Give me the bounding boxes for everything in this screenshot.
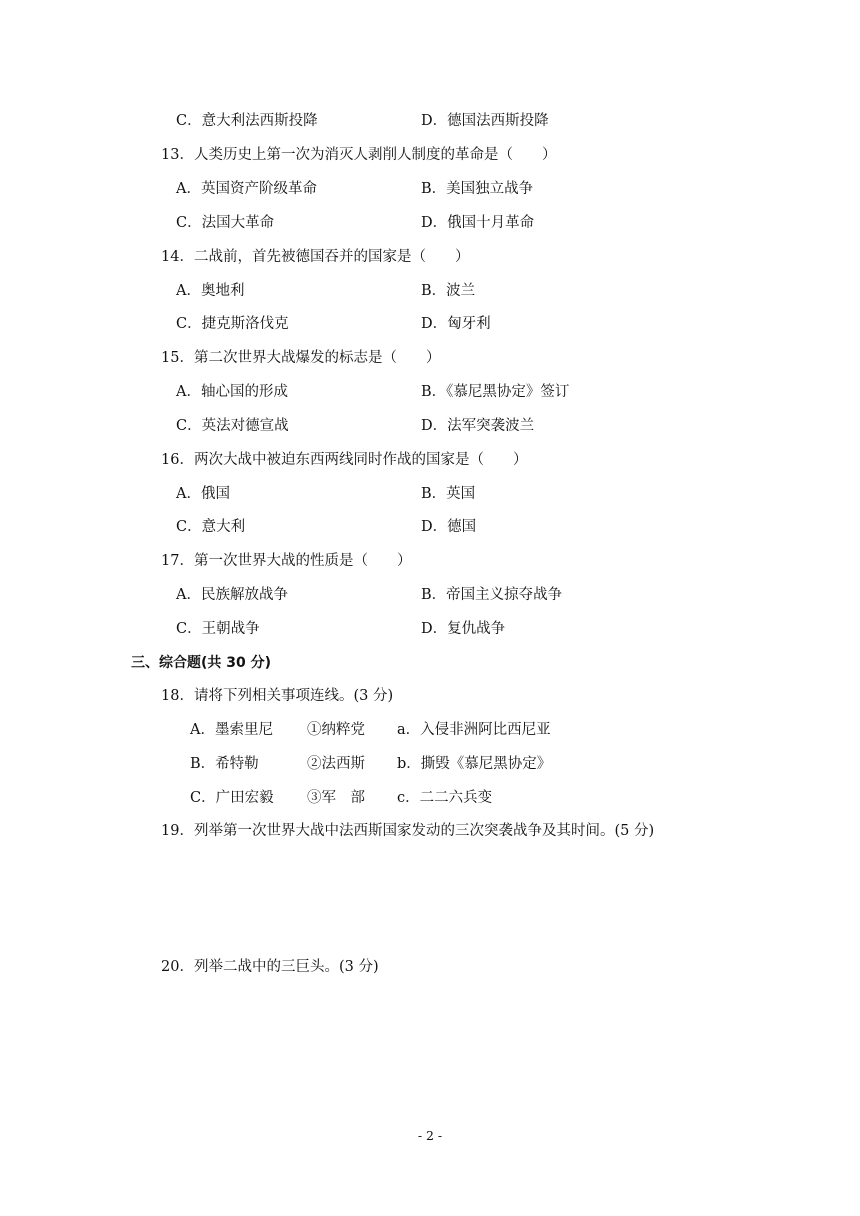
q18-event-b: b．撕毁《慕尼黑协定》: [397, 756, 552, 772]
question-13-stem: 13．人类历史上第一次为消灭人剥削人制度的革命是（ ）: [161, 147, 557, 163]
page-number: - 2 -: [417, 1128, 443, 1143]
q14-option-d: D．匈牙利: [421, 316, 491, 332]
q12-option-c: C．意大利法西斯投降: [176, 113, 318, 129]
q13-option-c: C．法国大革命: [176, 215, 275, 231]
q16-option-a: A．俄国: [176, 486, 230, 502]
q18-person-a: A．墨索里尼: [190, 722, 273, 738]
q13-option-d: D．俄国十月革命: [421, 215, 535, 231]
q18-group-1: ①纳粹党: [307, 722, 365, 738]
question-20-stem: 20．列举二战中的三巨头。(3 分): [161, 959, 379, 975]
q14-option-c: C．捷克斯洛伐克: [176, 316, 289, 332]
q17-option-b: B．帝国主义掠夺战争: [421, 587, 563, 603]
q18-event-a: a．入侵非洲阿比西尼亚: [397, 722, 551, 738]
q13-option-b: B．美国独立战争: [421, 181, 534, 197]
q12-option-d: D．德国法西斯投降: [421, 113, 549, 129]
q15-option-c: C．英法对德宣战: [176, 418, 289, 434]
question-14-stem: 14．二战前，首先被德国吞并的国家是（ ）: [161, 249, 470, 265]
q17-option-a: A．民族解放战争: [176, 587, 288, 603]
section-3-title: 三、综合题(共 30 分): [131, 655, 272, 671]
q16-option-b: B．英国: [421, 486, 476, 502]
q18-event-c: c．二二六兵变: [397, 790, 493, 806]
q18-group-3: ③军 部: [307, 790, 365, 806]
q15-option-a: A．轴心国的形成: [176, 384, 288, 400]
question-16-stem: 16．两次大战中被迫东西两线同时作战的国家是（ ）: [161, 452, 528, 468]
q16-option-c: C．意大利: [176, 519, 246, 535]
q16-option-d: D．德国: [421, 519, 477, 535]
q18-person-c: C．广田宏毅: [190, 790, 274, 806]
q18-group-2: ②法西斯: [307, 756, 365, 772]
q17-option-d: D．复仇战争: [421, 621, 506, 637]
q17-option-c: C．王朝战争: [176, 621, 260, 637]
q18-person-b: B．希特勒: [190, 756, 259, 772]
q15-option-d: D．法军突袭波兰: [421, 418, 535, 434]
q15-option-b: B．《慕尼黑协定》签订: [421, 384, 570, 400]
q14-option-b: B．波兰: [421, 283, 476, 299]
question-17-stem: 17．第一次世界大战的性质是（ ）: [161, 553, 412, 569]
question-18-stem: 18．请将下列相关事项连线。(3 分): [161, 688, 394, 704]
question-19-stem: 19．列举第一次世界大战中法西斯国家发动的三次突袭战争及其时间。(5 分): [161, 823, 655, 839]
q13-option-a: A．英国资产阶级革命: [176, 181, 317, 197]
question-15-stem: 15．第二次世界大战爆发的标志是（ ）: [161, 350, 441, 366]
q14-option-a: A．奥地利: [176, 283, 245, 299]
